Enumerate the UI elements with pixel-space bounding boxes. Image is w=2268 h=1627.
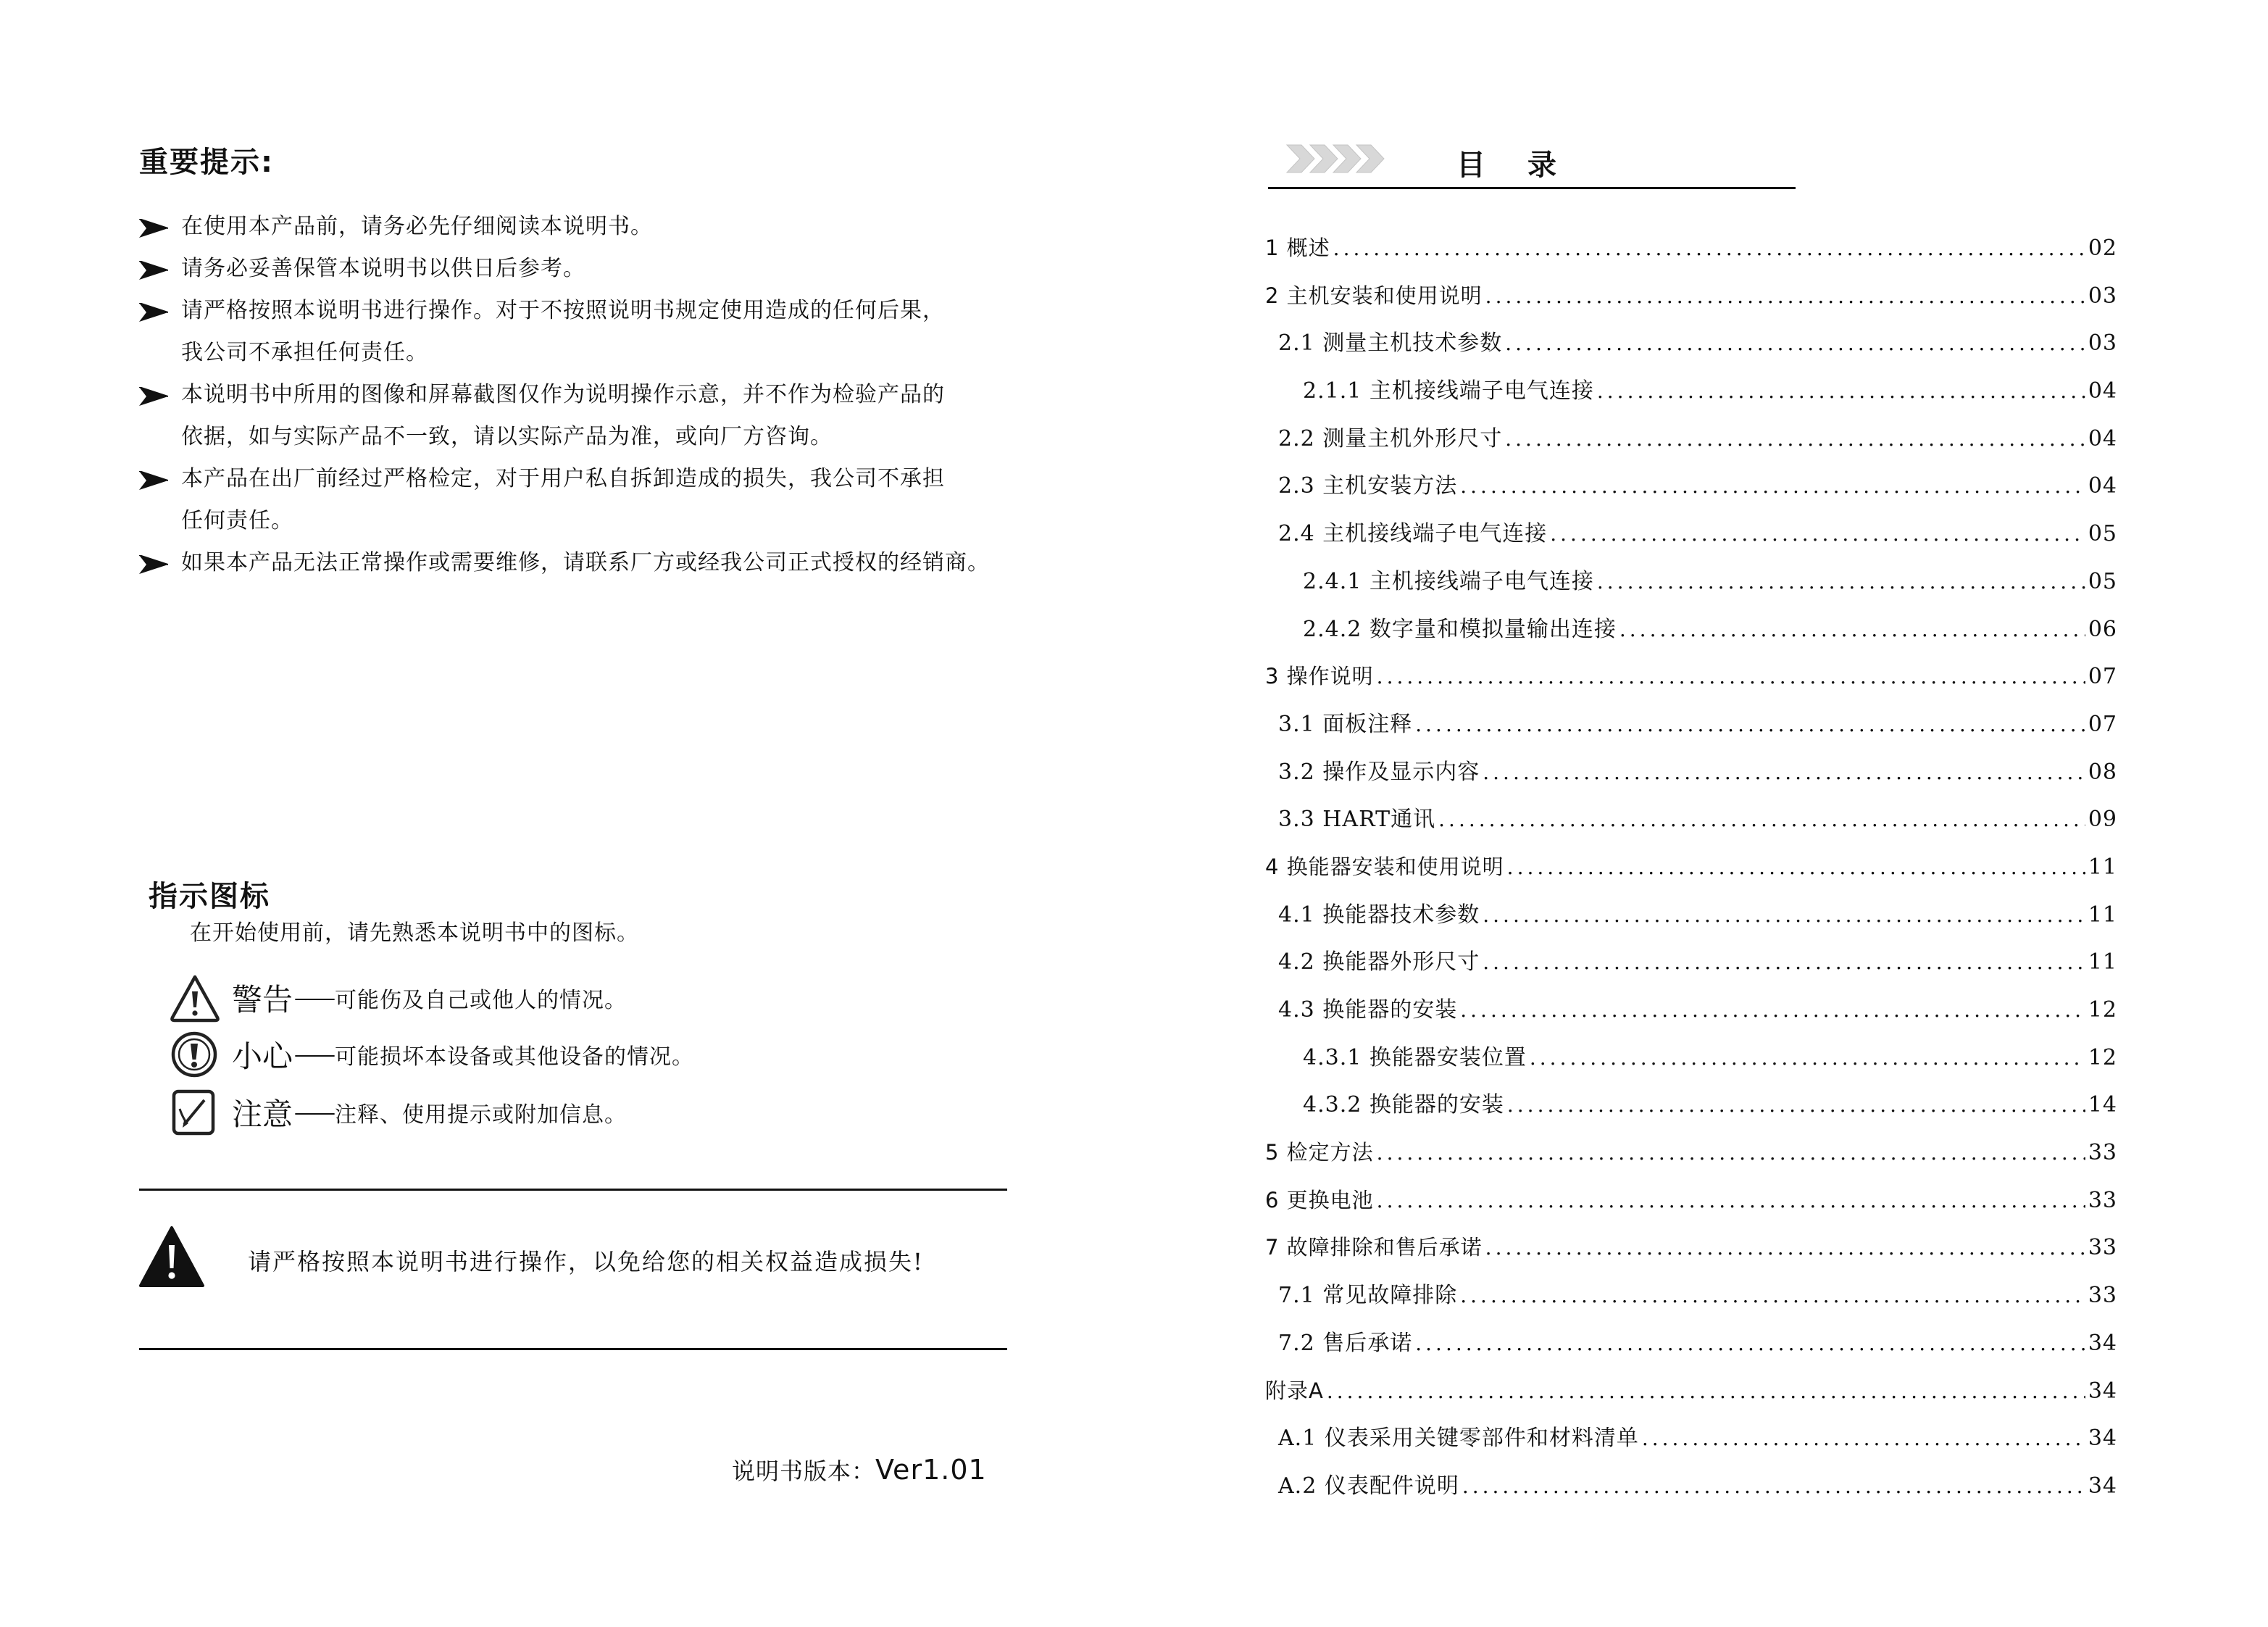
- toc-entry-page: 14: [2088, 1092, 2117, 1118]
- toc-title: 目录: [1456, 149, 1598, 182]
- toc-leader-dots: [1377, 653, 2085, 701]
- toc-leader-dots: [1377, 1177, 2085, 1225]
- toc-entry-label: 2.1 测量主机技术参数: [1278, 330, 1503, 357]
- toc-entry[interactable]: [1265, 272, 2117, 320]
- toc-entry-page: 34: [2088, 1473, 2117, 1499]
- toc-entry-label: 3.2 操作及显示内容: [1278, 759, 1480, 785]
- important-heading: 重要提示:: [139, 146, 274, 179]
- toc-leader-dots: [1483, 749, 2085, 796]
- toc-leader-dots: [1460, 986, 2085, 1034]
- toc-entry-page: 03: [2088, 283, 2117, 309]
- toc-leader-dots: [1460, 1272, 2085, 1320]
- toc-entry-page: 06: [2088, 616, 2117, 642]
- toc-entry-label: 4 换能器安装和使用说明: [1265, 854, 1504, 879]
- toc-entry[interactable]: [1265, 1272, 2117, 1320]
- toc-entry[interactable]: [1265, 1081, 2117, 1129]
- icon-legend-warning: [168, 973, 627, 1023]
- toc-leader-dots: [1483, 939, 2085, 986]
- divider-bottom: [139, 1348, 1007, 1350]
- toc-entry-page: 33: [2088, 1235, 2117, 1261]
- icon-description: 注释、使用提示或附加信息。: [335, 1102, 628, 1128]
- caution-exclamation-icon: [168, 1029, 222, 1080]
- toc-entry[interactable]: [1265, 796, 2117, 844]
- toc-leader-dots: [1460, 462, 2085, 510]
- icon-dash: ——: [294, 985, 334, 1011]
- toc-entry-label: 4.2 换能器外形尺寸: [1278, 949, 1480, 975]
- important-notes-list: [139, 206, 1023, 584]
- toc-entry[interactable]: [1265, 939, 2117, 986]
- toc-entry[interactable]: [1265, 986, 2117, 1034]
- toc-entry[interactable]: [1265, 1415, 2117, 1462]
- toc-entry-label: 2.4.2 数字量和模拟量输出连接: [1303, 616, 1617, 642]
- toc-entry[interactable]: [1265, 844, 2117, 891]
- toc-leader-dots: [1550, 510, 2085, 558]
- toc-entry-label: 7.1 常见故障排除: [1278, 1283, 1458, 1309]
- toc-entry-label: 3 操作说明: [1265, 664, 1374, 689]
- toc-entry-page: 33: [2088, 1187, 2117, 1213]
- toc-entry-label: 2 主机安装和使用说明: [1265, 283, 1483, 308]
- icon-term: 警告: [232, 982, 293, 1018]
- toc-entry[interactable]: [1265, 1462, 2117, 1510]
- toc-entry-page: 34: [2088, 1330, 2117, 1356]
- toc-entry-page: 05: [2088, 521, 2117, 547]
- toc-entry-page: 05: [2088, 568, 2117, 594]
- note-line: 本产品在出厂前经过严格检定，对于用户私自拆卸造成的损失，我公司不承担: [181, 466, 945, 491]
- toc-entry[interactable]: [1265, 749, 2117, 796]
- toc-entry-page: 11: [2088, 949, 2117, 975]
- toc-entry-page: 07: [2088, 711, 2117, 737]
- toc-entry-page: 33: [2088, 1140, 2117, 1166]
- manual-version: [732, 1453, 987, 1486]
- toc-leader-dots: [1485, 272, 2085, 320]
- note-line: 任何责任。: [181, 508, 293, 533]
- toc-entry-page: 33: [2088, 1283, 2117, 1309]
- version-label: 说明书版本：: [732, 1457, 876, 1485]
- bullet-arrow-icon: [139, 261, 168, 280]
- icons-intro: 在开始使用前，请先熟悉本说明书中的图标。: [190, 920, 639, 946]
- toc-entry-label: 2.1.1 主机接线端子电气连接: [1303, 378, 1594, 404]
- toc-leader-dots: [1415, 701, 2085, 749]
- toc-entry-page: 07: [2088, 664, 2117, 690]
- toc-entry[interactable]: [1265, 1320, 2117, 1368]
- toc-leader-dots: [1415, 1320, 2085, 1368]
- note-item: [139, 248, 1023, 290]
- toc-entry[interactable]: [1265, 225, 2117, 272]
- toc-entry-page: 11: [2088, 854, 2117, 880]
- note-item: [139, 458, 1023, 542]
- icon-description: 可能损坏本设备或其他设备的情况。: [335, 1044, 695, 1070]
- toc-entry[interactable]: [1265, 415, 2117, 463]
- icon-dash: ——: [294, 1041, 334, 1068]
- toc-leader-dots: [1597, 558, 2085, 606]
- toc-leader-dots: [1438, 796, 2085, 844]
- toc-entry-page: 11: [2088, 902, 2117, 928]
- icon-term: 小心: [232, 1039, 293, 1074]
- toc-entry[interactable]: [1265, 558, 2117, 606]
- toc-leader-dots: [1619, 606, 2085, 654]
- toc-entry[interactable]: [1265, 1129, 2117, 1177]
- toc-leader-dots: [1642, 1415, 2085, 1462]
- toc-entry[interactable]: [1265, 320, 2117, 367]
- toc-leader-dots: [1483, 891, 2085, 939]
- toc-entry[interactable]: [1265, 462, 2117, 510]
- toc-leader-dots: [1530, 1034, 2085, 1082]
- toc-leader-dots: [1485, 1224, 2085, 1272]
- toc-entry-label: 附录A: [1265, 1378, 1324, 1403]
- toc-entry-page: 12: [2088, 1044, 2117, 1070]
- toc-leader-dots: [1333, 225, 2085, 272]
- icon-term: 注意: [232, 1097, 293, 1132]
- toc-entry-label: 4.3.1 换能器安装位置: [1303, 1044, 1527, 1070]
- toc-entry-label: 4.3.2 换能器的安装: [1303, 1092, 1504, 1118]
- toc-entry-label: 1 概述: [1265, 236, 1330, 260]
- note-item: [139, 206, 1023, 248]
- note-item: [139, 374, 1023, 458]
- divider-top: [139, 1189, 1007, 1191]
- bullet-arrow-icon: [139, 219, 168, 238]
- note-line: 我公司不承担任何责任。: [181, 340, 428, 365]
- note-line: 本说明书中所用的图像和屏幕截图仅作为说明操作示意，并不作为检验产品的: [181, 382, 945, 407]
- table-of-contents: [1265, 225, 2117, 1510]
- toc-entry-label: A.2 仪表配件说明: [1278, 1473, 1459, 1499]
- toc-entry[interactable]: [1265, 367, 2117, 415]
- bullet-arrow-icon: [139, 387, 168, 406]
- toc-leader-dots: [1505, 320, 2085, 367]
- toc-entry-label: A.1 仪表采用关键零部件和材料清单: [1278, 1426, 1639, 1452]
- toc-leader-dots: [1327, 1368, 2085, 1415]
- toc-entry-label: 2.3 主机安装方法: [1278, 473, 1458, 499]
- toc-entry[interactable]: [1265, 1368, 2117, 1415]
- toc-entry-label: 7.2 售后承诺: [1278, 1330, 1413, 1356]
- toc-entry[interactable]: [1265, 1034, 2117, 1082]
- toc-entry[interactable]: [1265, 510, 2117, 558]
- toc-entry-page: 02: [2088, 236, 2117, 261]
- note-pencil-icon: [168, 1087, 222, 1138]
- icon-legend-caution: [168, 1029, 694, 1080]
- toc-entry[interactable]: [1265, 1224, 2117, 1272]
- note-line: 请严格按照本说明书进行操作。对于不按照说明书规定使用造成的任何后果，: [181, 298, 945, 323]
- toc-entry-page: 12: [2088, 997, 2117, 1023]
- toc-entry[interactable]: [1265, 653, 2117, 701]
- toc-entry-page: 34: [2088, 1426, 2117, 1452]
- toc-entry[interactable]: [1265, 1177, 2117, 1225]
- warning-filled-triangle-icon: [138, 1225, 206, 1289]
- toc-entry-page: 04: [2088, 473, 2117, 499]
- toc-entry-label: 4.3 换能器的安装: [1278, 997, 1458, 1023]
- note-item: [139, 542, 1023, 584]
- toc-entry-label: 6 更换电池: [1265, 1187, 1374, 1212]
- toc-entry-page: 03: [2088, 330, 2117, 357]
- toc-entry[interactable]: [1265, 606, 2117, 654]
- toc-leader-dots: [1507, 844, 2085, 891]
- note-line: 在使用本产品前，请务必先仔细阅读本说明书。: [181, 214, 653, 239]
- bullet-arrow-icon: [139, 555, 168, 574]
- toc-entry-label: 2.4 主机接线端子电气连接: [1278, 521, 1548, 547]
- version-value: Ver1.01: [875, 1454, 987, 1486]
- toc-entry[interactable]: [1265, 891, 2117, 939]
- toc-entry-page: 08: [2088, 759, 2117, 785]
- toc-leader-dots: [1462, 1462, 2085, 1510]
- toc-entry-label: 3.1 面板注释: [1278, 711, 1413, 737]
- toc-leader-dots: [1505, 415, 2085, 463]
- warning-banner-text: 请严格按照本说明书进行操作，以免给您的相关权益造成损失!: [248, 1248, 924, 1276]
- note-line: 如果本产品无法正常操作或需要维修，请联系厂方或经我公司正式授权的经销商。: [181, 550, 990, 575]
- toc-entry[interactable]: [1265, 701, 2117, 749]
- note-line: 请务必妥善保管本说明书以供日后参考。: [181, 256, 585, 281]
- toc-title-underline: [1268, 187, 1796, 189]
- icons-heading: 指示图标: [149, 880, 270, 913]
- toc-entry-page: 04: [2088, 378, 2117, 404]
- warning-triangle-icon: [168, 973, 222, 1023]
- toc-entry-label: 7 故障排除和售后承诺: [1265, 1235, 1483, 1260]
- note-line: 依据，如与实际产品不一致，请以实际产品为准，或向厂方咨询。: [181, 424, 833, 449]
- chevrons-decoration-icon: [1285, 143, 1409, 174]
- note-item: [139, 290, 1023, 374]
- toc-header: [1268, 129, 1797, 191]
- toc-entry-page: 34: [2088, 1378, 2117, 1404]
- toc-leader-dots: [1597, 367, 2085, 415]
- toc-entry-label: 3.3 HART通讯: [1278, 807, 1436, 833]
- icon-description: 可能伤及自己或他人的情况。: [335, 988, 628, 1013]
- icon-dash: ——: [294, 1099, 334, 1125]
- toc-entry-label: 2.4.1 主机接线端子电气连接: [1303, 568, 1594, 594]
- bullet-arrow-icon: [139, 303, 168, 322]
- toc-entry-page: 04: [2088, 425, 2117, 452]
- toc-entry-label: 4.1 换能器技术参数: [1278, 902, 1480, 928]
- toc-entry-label: 5 检定方法: [1265, 1140, 1374, 1165]
- icon-legend-note: [168, 1087, 627, 1138]
- toc-leader-dots: [1377, 1129, 2085, 1177]
- toc-leader-dots: [1507, 1081, 2085, 1129]
- toc-entry-page: 09: [2088, 807, 2117, 833]
- toc-entry-label: 2.2 测量主机外形尺寸: [1278, 425, 1503, 452]
- bullet-arrow-icon: [139, 471, 168, 490]
